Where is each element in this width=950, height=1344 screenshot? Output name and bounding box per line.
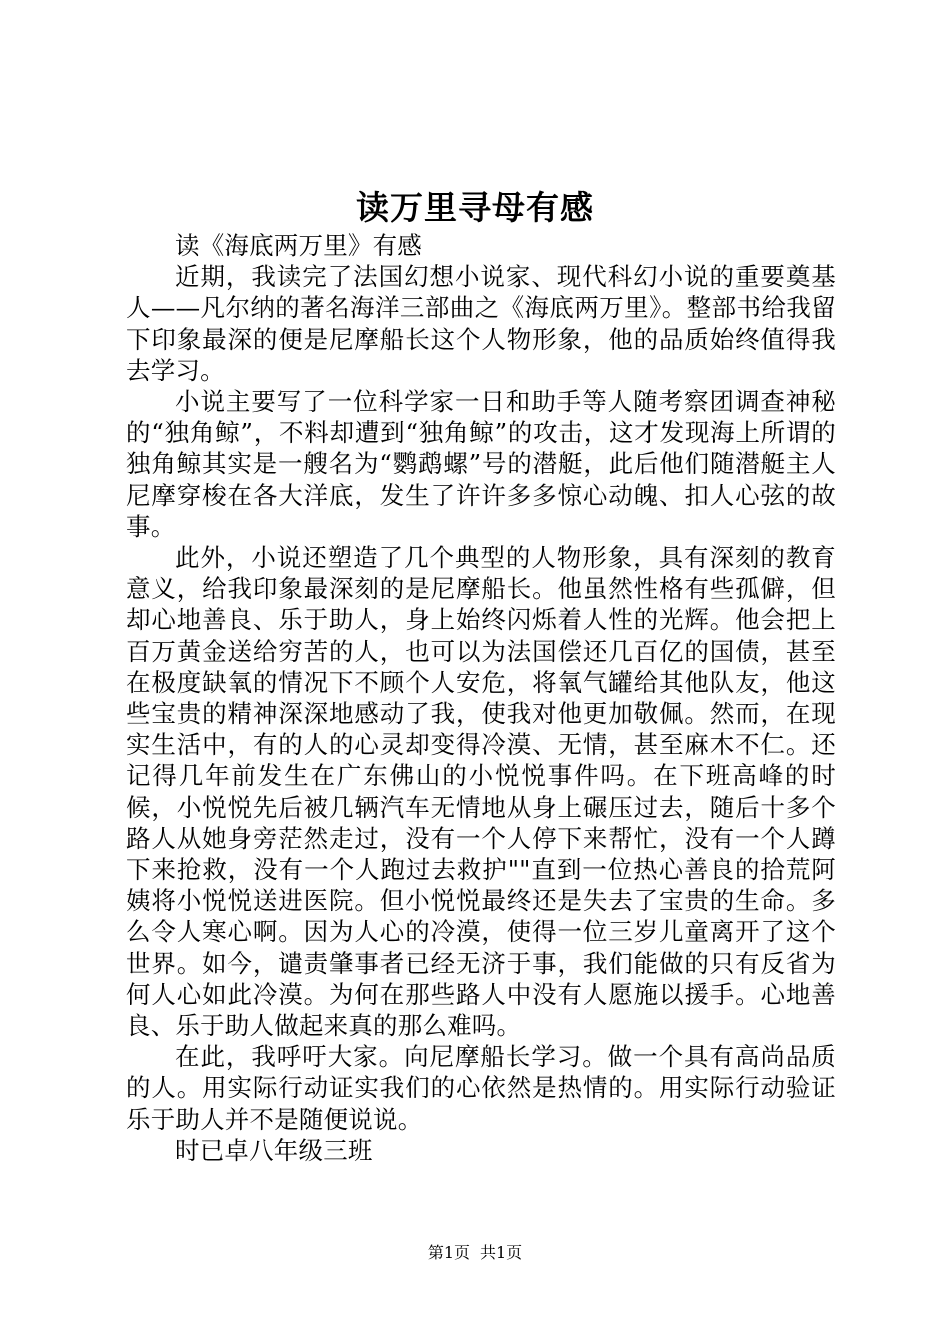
- paragraph-author: 时已卓八年级三班: [175, 1135, 373, 1165]
- page-total: 共1页: [480, 1243, 523, 1262]
- paragraph-reflection: 此外，小说还塑造了几个典型的人物形象，具有深刻的教育意义，给我印象最深刻的是尼摩船长。他虽然性格有些孤僻，但却心地善良、乐于助人，身上始终闪烁着人性的光辉。他会把上百万黄金送给穷苦的人，也可以为法国偿还几百亿的国债，甚至在极度缺氧的情况下不顾个人安危，将氧气罐给其他队友，他这些宝贵的精神深深地感动了我，使我对他更加敬佩。然而，在现实生活中，有的人的心灵却变得冷漠、无情，甚至麻木不仁。还记得几年前发生在广东佛山的小悦悦事件吗。在下班高峰的时候，小悦悦先后被几辆汽车无情地从身上碾压过去，随后十多个路人从她身旁茫然走过，没有一个人停下来帮忙，没有一个人蹲下来抢救，没有一个人跑过去救护""直到一位热心善良的拾荒阿姨将小悦悦送进医院。但小悦悦最终还是失去了宝贵的生命。多么令人寒心啊。因为人心的冷漠，使得一位三岁儿童离开了这个世界。如今，谴责肇事者已经无济于事，我们能做的只有反省为何人心如此冷漠。为何在那些路人中没有人愿施以援手。心地善良、乐于助人做起来真的那么难吗。: [126, 543, 836, 1041]
- paragraph-conclusion: 在此，我呼吁大家。向尼摩船长学习。做一个具有高尚品质的人。用实际行动证实我们的心依然是热情的。用实际行动验证乐于助人并不是随便说说。: [126, 1042, 836, 1134]
- paragraph-summary: 小说主要写了一位科学家一日和助手等人随考察团调查神秘的“独角鲸”，不料却遭到“独角鲸”的攻击，这才发现海上所谓的独角鲸其实是一艘名为“鹦鹉螺”号的潜艇，此后他们随潜艇主人尼摩穿梭在各大洋底，发生了许许多多惊心动魄、扣人心弦的故事。: [126, 387, 836, 541]
- page-number: 第1页: [427, 1243, 470, 1262]
- page-footer: [0, 1243, 950, 1263]
- document-body: [126, 230, 836, 1166]
- paragraph-intro: 近期，我读完了法国幻想小说家、现代科幻小说的重要奠基人——凡尔纳的著名海洋三部曲之《海底两万里》。整部书给我留下印象最深的便是尼摩船长这个人物形象，他的品质始终值得我去学习。: [126, 262, 836, 385]
- document-title: 读万里寻母有感: [356, 188, 594, 227]
- paragraph-subtitle: 读《海底两万里》有感: [175, 231, 422, 260]
